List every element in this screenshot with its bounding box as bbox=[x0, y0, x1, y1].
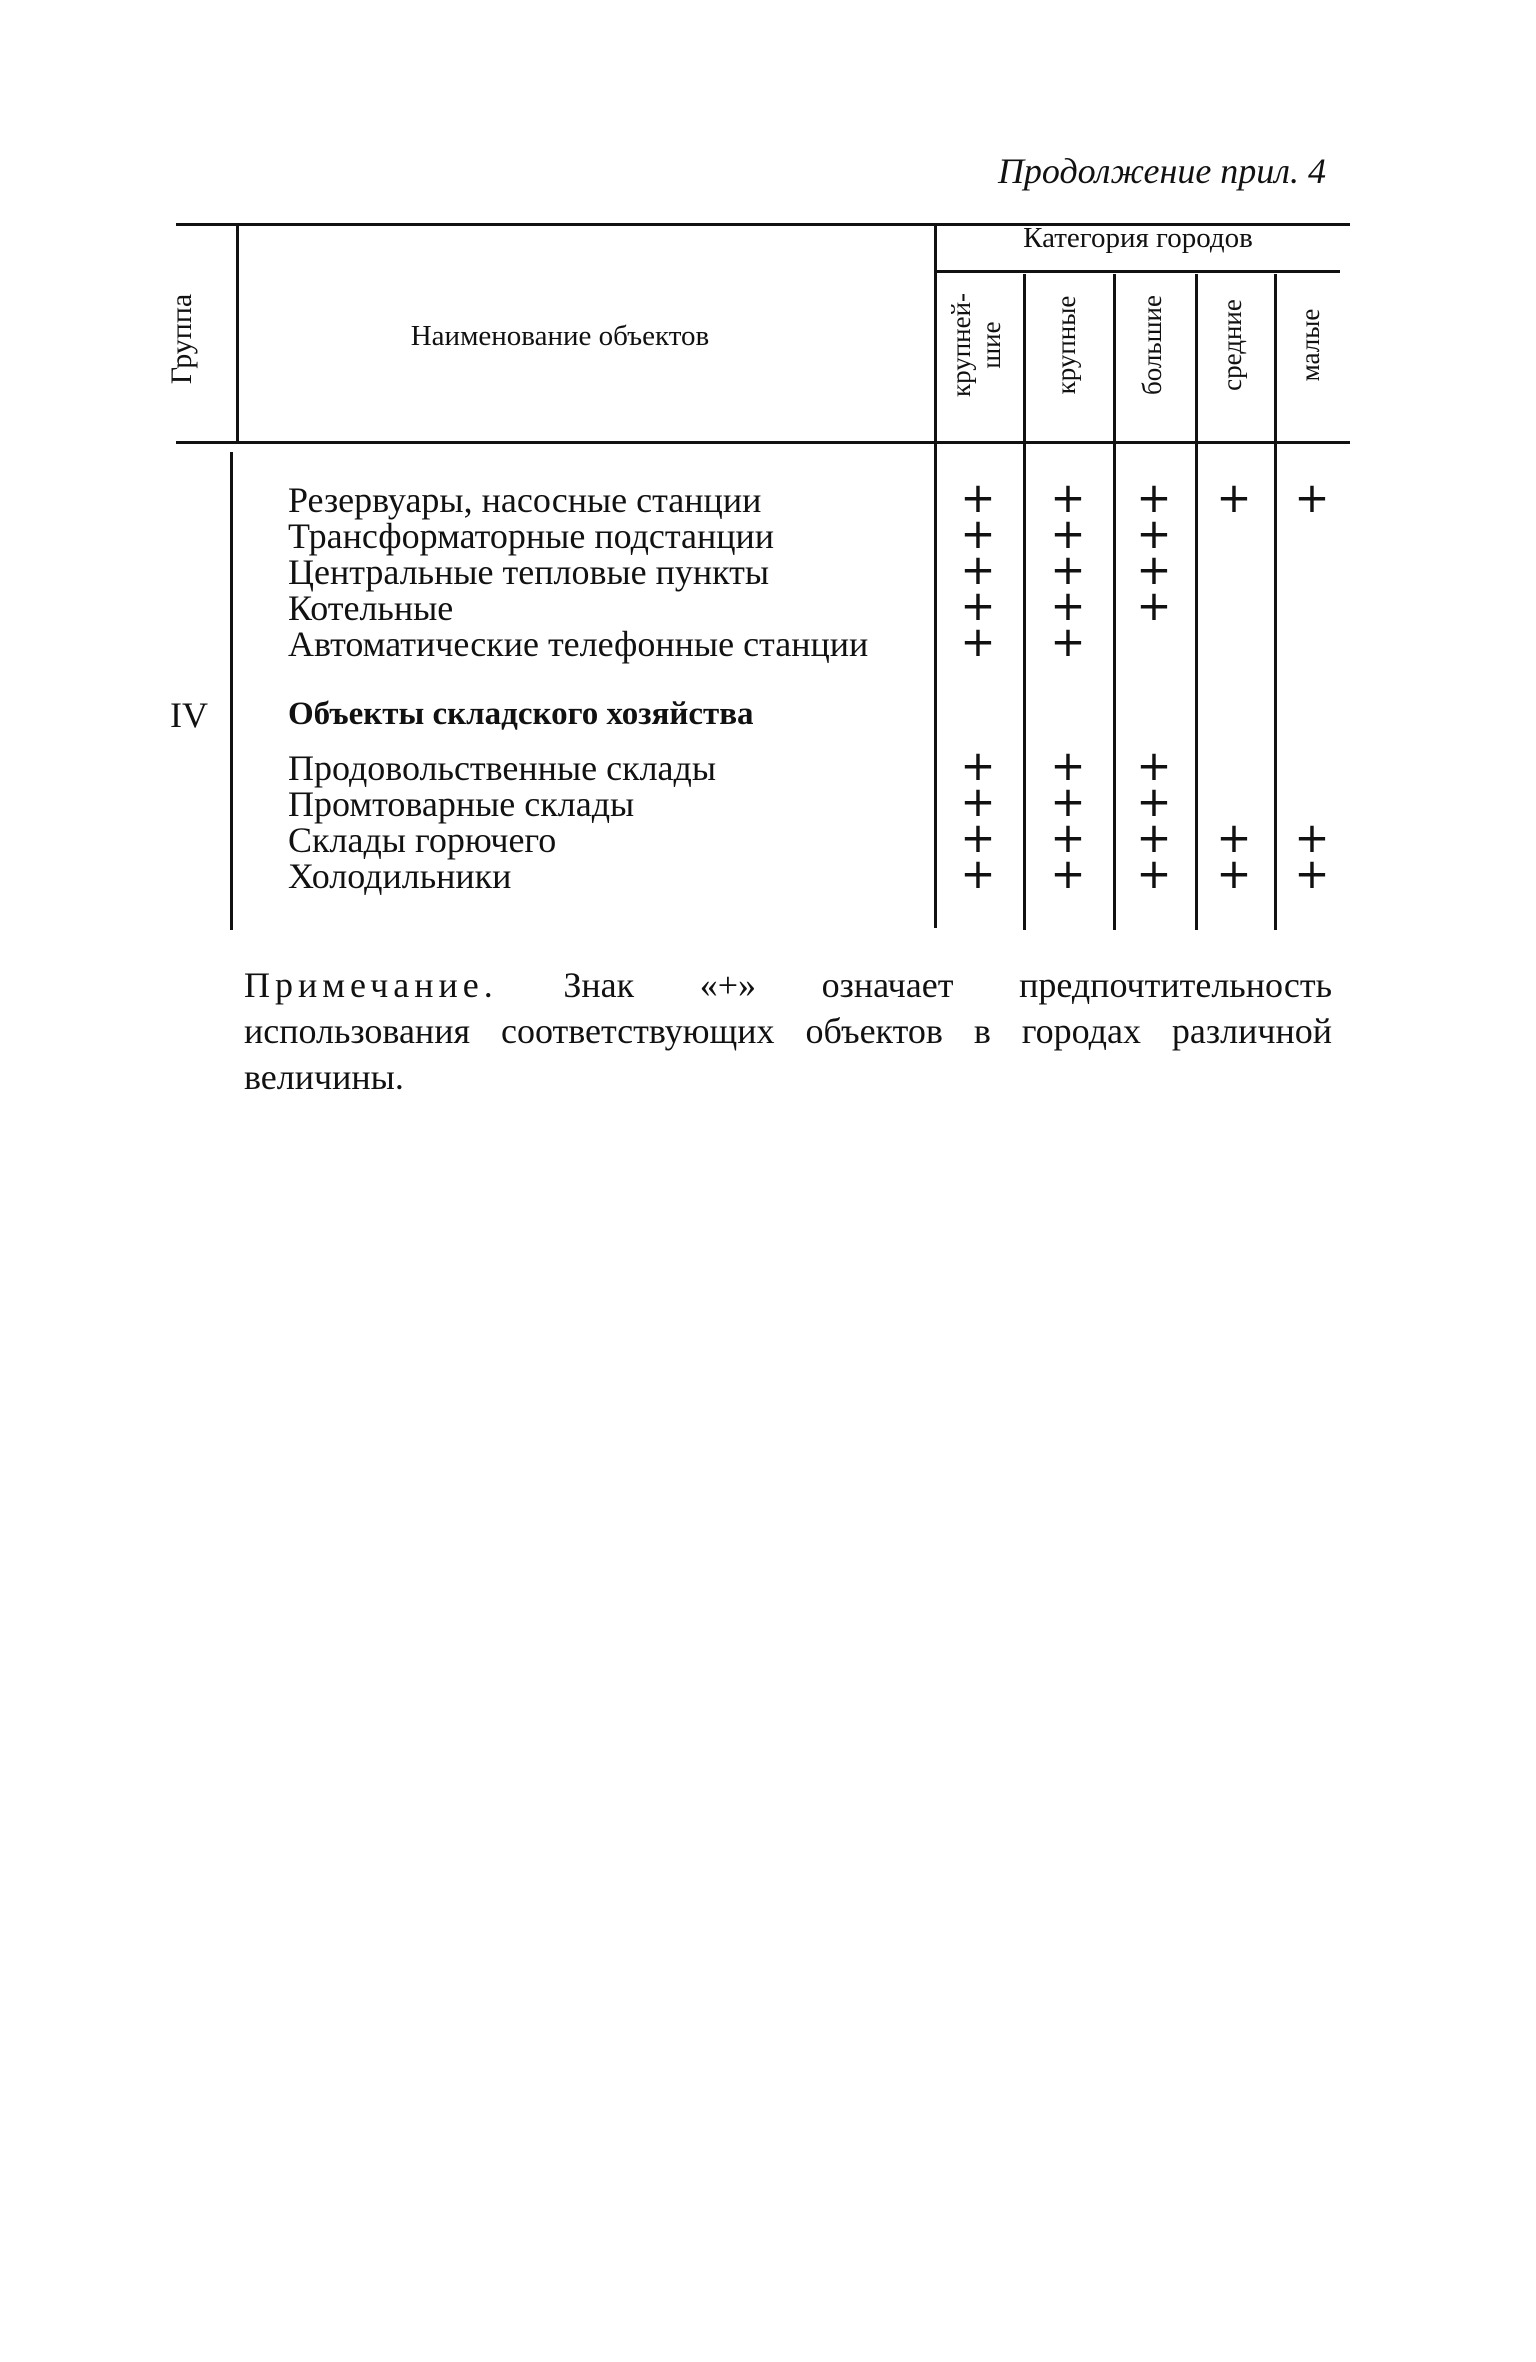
table-row-name: Продовольственные склады bbox=[288, 748, 717, 788]
continuation-caption: Продолжение прил. 4 bbox=[997, 151, 1326, 191]
plus-mark: + bbox=[1136, 509, 1172, 558]
group-column-divider-header bbox=[236, 226, 239, 442]
plus-mark: + bbox=[1136, 849, 1172, 898]
cat-divider-3 bbox=[1195, 274, 1198, 930]
table-row-name: Холодильники bbox=[288, 856, 512, 896]
footnote-lead: Примечание. bbox=[244, 965, 498, 1005]
table-row-name: Склады горючего bbox=[288, 820, 557, 860]
table-row-name: Резервуары, насосные станции bbox=[288, 480, 762, 520]
plus-mark: + bbox=[960, 473, 996, 522]
city-category-2: крупные bbox=[1051, 295, 1081, 395]
table-row-name: Котельные bbox=[288, 588, 454, 628]
plus-mark: + bbox=[1136, 581, 1172, 630]
plus-mark: + bbox=[1136, 741, 1172, 790]
group-number: IV bbox=[170, 695, 208, 735]
table-row-name: Промтоварные склады bbox=[288, 784, 635, 824]
section-heading: Объекты складского хозяйства bbox=[288, 696, 754, 732]
header-bottom-rule bbox=[176, 441, 1350, 444]
plus-mark: + bbox=[1136, 813, 1172, 862]
plus-mark: + bbox=[1050, 777, 1086, 826]
plus-mark: + bbox=[1216, 473, 1252, 522]
plus-mark: + bbox=[1050, 849, 1086, 898]
city-category-header: Категория городов bbox=[1023, 222, 1253, 254]
cat-divider-1 bbox=[1023, 274, 1026, 930]
plus-mark: + bbox=[1294, 473, 1330, 522]
plus-mark: + bbox=[1050, 581, 1086, 630]
city-category-4: средние bbox=[1217, 299, 1247, 391]
plus-mark: + bbox=[960, 509, 996, 558]
plus-mark: + bbox=[1050, 473, 1086, 522]
footnote-text: Знак «+» означает предпочтительность использования соответствующих объектов в городах различной величины. bbox=[244, 965, 1332, 1097]
plus-mark: + bbox=[1050, 813, 1086, 862]
city-category-3: большие bbox=[1137, 295, 1167, 395]
footnote bbox=[244, 962, 1332, 1100]
plus-mark: + bbox=[1050, 509, 1086, 558]
table-row-name: Автоматические телефонные станции bbox=[288, 624, 869, 664]
table-row-name: Трансформаторные подстанции bbox=[288, 516, 775, 556]
table-row-name: Центральные тепловые пункты bbox=[288, 552, 770, 592]
plus-mark: + bbox=[1136, 473, 1172, 522]
plus-mark: + bbox=[1216, 813, 1252, 862]
plus-mark: + bbox=[960, 849, 996, 898]
plus-mark: + bbox=[960, 741, 996, 790]
plus-mark: + bbox=[960, 617, 996, 666]
city-category-1: крупней- шие bbox=[946, 292, 1006, 398]
plus-mark: + bbox=[1136, 545, 1172, 594]
plus-mark: + bbox=[1050, 741, 1086, 790]
plus-mark: + bbox=[1216, 849, 1252, 898]
plus-mark: + bbox=[1136, 777, 1172, 826]
name-column-divider bbox=[934, 226, 937, 928]
plus-mark: + bbox=[1050, 545, 1086, 594]
plus-mark: + bbox=[960, 545, 996, 594]
plus-mark: + bbox=[1294, 813, 1330, 862]
plus-mark: + bbox=[1294, 849, 1330, 898]
plus-mark: + bbox=[960, 581, 996, 630]
group-column-divider-body bbox=[230, 452, 233, 930]
city-category-5: малые bbox=[1295, 308, 1325, 382]
group-column-header: Группа bbox=[165, 293, 198, 385]
cat-divider-2 bbox=[1113, 274, 1116, 930]
plus-mark: + bbox=[960, 777, 996, 826]
name-column-header: Наименование объектов bbox=[410, 320, 710, 352]
plus-mark: + bbox=[960, 813, 996, 862]
plus-mark: + bbox=[1050, 617, 1086, 666]
